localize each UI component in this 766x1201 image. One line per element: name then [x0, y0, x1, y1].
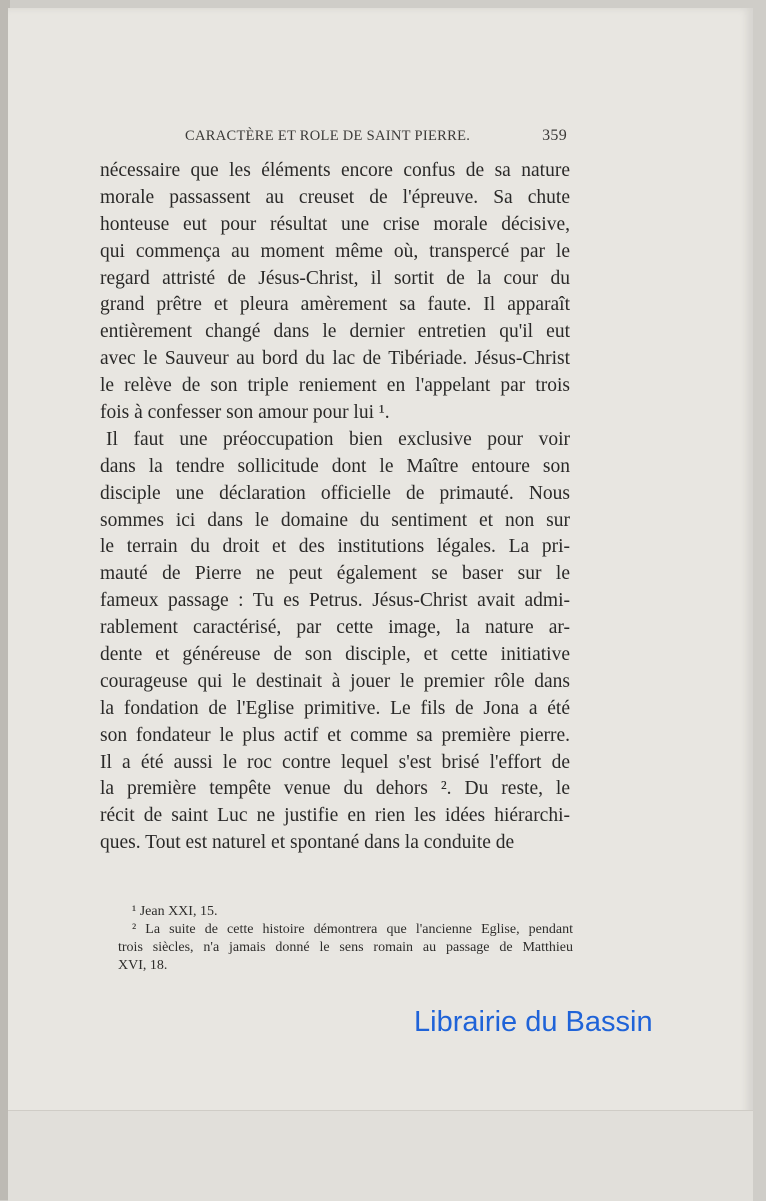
text-line: la première tempête venue du dehors ². Du reste, le: [100, 778, 570, 800]
page-number: 359: [542, 127, 567, 144]
text-line: honteuse eut pour résultat une crise morale décisive,: [100, 213, 570, 235]
text-line: grand prêtre et pleura amèrement sa faute. Il apparaît: [100, 294, 570, 316]
footnote-line: ² La suite de cette histoire démontrera que l'ancienne Eglise, pendant: [132, 922, 573, 937]
footnote-line: trois siècles, n'a jamais donné le sens romain au passage de Matthieu: [118, 940, 573, 955]
text-line: qui commença au moment même où, transpercé par le: [100, 240, 570, 262]
text-line: le relève de son triple reniement en l'appelant par trois: [100, 375, 570, 397]
text-line: sommes ici dans le domaine du sentiment et non sur: [100, 509, 570, 531]
text-line: Il faut une préoccupation bien exclusive pour voir: [106, 428, 570, 450]
text-line: avec le Sauveur au bord du lac de Tibériade. Jésus-Christ: [100, 348, 570, 370]
text-line: courageuse qui le destinait à jouer le premier rôle dans: [100, 670, 570, 692]
text-line: disciple une déclaration officielle de primauté. Nous: [100, 482, 570, 504]
text-line: la fondation de l'Eglise primitive. Le fils de Jona a été: [100, 697, 570, 719]
text-line: dans la tendre sollicitude dont le Maître entoure son: [100, 455, 570, 477]
text-line: ques. Tout est naturel et spontané dans la conduite de: [100, 832, 515, 854]
text-line: entièrement changé dans le dernier entretien qu'il eut: [100, 321, 570, 343]
footnote-line: XVI, 18.: [118, 958, 168, 973]
footnote-line: ¹ Jean XXI, 15.: [132, 904, 218, 919]
text-line: son fondateur le plus actif et comme sa première pierre.: [100, 724, 570, 746]
text-line: morale passassent au creuset de l'épreuve. Sa chute: [100, 186, 570, 208]
text-line: Il a été aussi le roc contre lequel s'est brisé l'effort de: [100, 751, 570, 773]
text-line: fois à confesser son amour pour lui ¹.: [100, 402, 390, 424]
text-line: fameux passage : Tu es Petrus. Jésus-Christ avait admi-: [100, 590, 570, 612]
text-line: le terrain du droit et des institutions légales. La pri-: [100, 536, 570, 558]
running-title: CARACTÈRE ET ROLE DE SAINT PIERRE.: [185, 128, 471, 144]
body-text: [100, 158, 570, 857]
page-bottom-edge: [8, 1110, 753, 1201]
text-line: dente et généreuse de son disciple, et cette initiative: [100, 644, 570, 666]
text-line: récit de saint Luc ne justifie en rien les idées hiérarchi-: [100, 805, 570, 827]
text-line: mauté de Pierre ne peut également se baser sur le: [100, 563, 570, 585]
text-line: rablement caractérisé, par cette image, la nature ar-: [100, 617, 570, 639]
watermark: Librairie du Bassin: [414, 1006, 653, 1038]
running-header: [185, 128, 575, 145]
text-line: regard attristé de Jésus-Christ, il sortit de la cour du: [100, 267, 570, 289]
footnotes: [118, 903, 573, 975]
text-line: nécessaire que les éléments encore confus de sa nature: [100, 160, 570, 181]
